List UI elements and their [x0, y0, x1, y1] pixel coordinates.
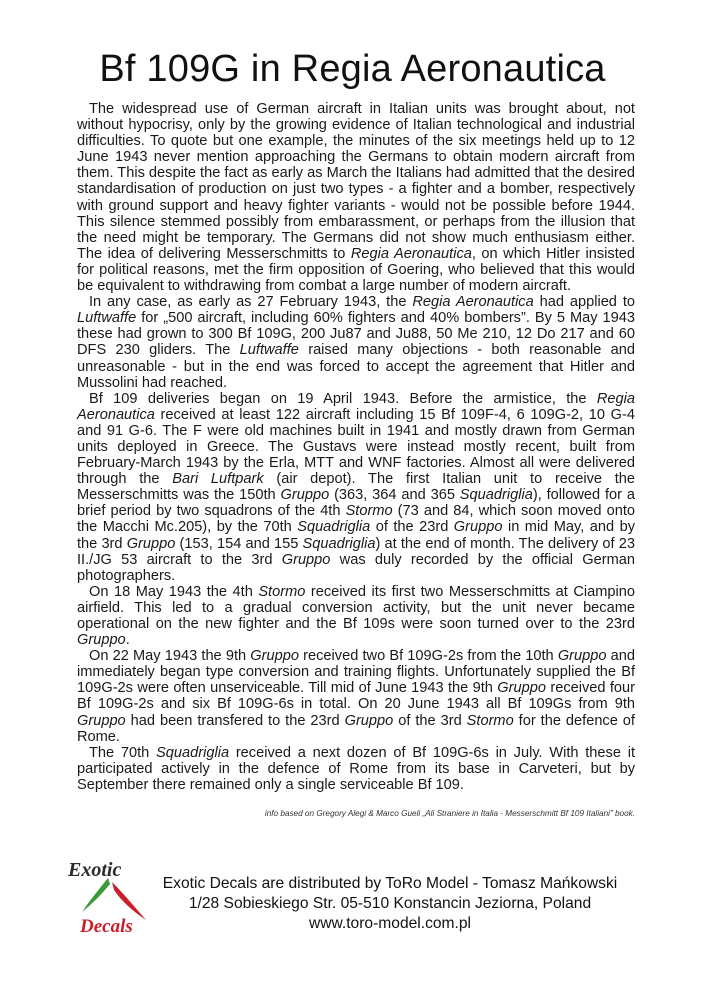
text-run: in mid May, and by the 3rd [77, 519, 636, 552]
source-credit: info based on Gregory Alegi & Marco Gueli „Ali Straniere in Italia - Messerschmitt Bf 109 Italiani” book. [264, 809, 635, 818]
italic-term: Squadriglia [302, 535, 376, 552]
italic-term: Stormo [345, 503, 393, 520]
text-run: had applied to [533, 294, 635, 311]
exotic-decals-logo [60, 848, 150, 938]
text-run: On 22 May 1943 the 9th [89, 648, 251, 665]
address-line: 1/28 Sobieskiego Str. 05-510 Konstancin Jeziorna, Poland [188, 895, 592, 912]
italic-term: Squadriglia [156, 744, 230, 761]
text-run: The widespread use of German aircraft in Italian units was brought about, not without hypocrisy, only by the growing evidence of Italian technological and industrial difficulties. To quote but one example, the minutes of the six meetings held up to 12 June 1943 never mention approaching the Germans to obtain modern aircraft from them. This despite the fact as early as March the Italians had admitted that the desired standardisation of production on just two types - a fighter and a bomber, respectively with ground support and heavy fighter variants - would not be possible before 1944. This silence stemmed possibly from embarassment, or perhaps from the illusion that the need might be temporary. The Germans did not show much enthusiasm either. The idea of delivering Messerschmitts to [77, 101, 635, 262]
text-run: for the defence of Rome. [77, 712, 635, 745]
text-run: On 18 May 1943 the 4th [89, 583, 259, 600]
text-run: (73 and 84, which soon moved onto the Macchi Mc.205), by the 70th [77, 503, 636, 536]
paragraph [77, 745, 635, 793]
italic-term: Gruppo [344, 712, 394, 729]
logo-green-swoosh [82, 878, 110, 912]
text-run: Bf 109 deliveries began on 19 April 1943. Before the armistice, the [89, 390, 597, 407]
text-run: , on which Hitler insisted for political reasons, met the firm opposition of Goering, who believed that this would be equivalent to withdrawing from combat a large number of modern aircraft. [77, 245, 636, 295]
italic-term: Bari Luftpark [172, 471, 264, 488]
italic-term: Gruppo [557, 648, 607, 665]
italic-term: Regia Aeronautica [350, 245, 472, 262]
italic-term: Gruppo [497, 680, 546, 697]
text-run: had been transfered to the 23rd [125, 712, 345, 729]
text-run: . [125, 632, 130, 649]
paragraph [77, 584, 635, 648]
text-run: (air depot). The first Italian unit to receive the Messerschmitts was the 150th [77, 471, 635, 504]
italic-term: Gruppo [77, 632, 126, 649]
italic-term: Regia Aeronautica [77, 390, 635, 423]
italic-term: Regia Aeronautica [412, 294, 534, 311]
distributor-line: Exotic Decals are distributed by ToRo Model - Tomasz Mańkowski [162, 875, 618, 892]
italic-term: Gruppo [281, 551, 331, 568]
text-run: received its first two Messerschmitts at Ciampino airfield. This led to a gradual conversion activity, but the unit never became operational on the new fighter and the Bf 109s were soon turned over to the 23rd [77, 583, 636, 632]
italic-term: Gruppo [280, 487, 330, 504]
text-run: received a next dozen of Bf 109G-6s in July. With these it participated actively in the defence of Rome from its base in Carveteri, but by September there remained only a single serviceable Bf 109. [77, 744, 635, 793]
text-run: of the 23rd [370, 519, 454, 536]
italic-term: Gruppo [250, 648, 299, 665]
paragraph [77, 648, 635, 745]
text-run: received four Bf 109G-2s and six Bf 109G-6s in total. On 20 June 1943 all Bf 109Gs from 9th [77, 680, 636, 713]
text-run: ), followed for a brief period by two squadrons of the 4th [77, 487, 635, 520]
paragraph [77, 391, 635, 584]
text-run: and immediately began type conversion and training flights. Unfortunately supplied the Bf 109G-2s were often unserviceable. Till mid of June 1943 the 9th [77, 648, 636, 697]
text-run: was duly recorded by the official German photographers. [77, 551, 635, 584]
italic-term: Squadriglia [459, 487, 533, 504]
page-title: Bf 109G in Regia Aeronautica [99, 48, 606, 90]
text-run: (363, 364 and 365 [329, 487, 460, 504]
italic-term: Gruppo [126, 535, 176, 552]
italic-term: Luftwaffe [239, 342, 299, 359]
text-run: ) at the end of month. The delivery of 23 II./JG 53 aircraft to the 3rd [77, 535, 635, 568]
text-run: received two Bf 109G-2s from the 10th [298, 648, 558, 665]
footer [0, 848, 705, 948]
text-run: of the 3rd [393, 712, 467, 729]
italic-term: Stormo [258, 583, 306, 600]
distributor-info [140, 874, 640, 934]
italic-term: Squadriglia [297, 519, 371, 536]
italic-term: Luftwaffe [77, 310, 137, 327]
text-run: received at least 122 aircraft including 15 Bf 109F-4, 6 109G-2, 10 G-4 and 91 G-6. The F were old machines built in 1941 and mostly drawn from German units deployed in Greece. The Gustavs were instead mostly recent, built from February-March 1943 by the Erla, MTT and WNF factories. Almost all were delivered through the [77, 406, 635, 488]
italic-term: Gruppo [453, 519, 503, 536]
text-run: for „500 aircraft, including 60% fighters and 40% bombers”. By 5 May 1943 these had grown to 300 Bf 109G, 200 Ju87 and Ju88, 50 Me 210, 12 Do 217 and 60 DFS 230 gliders. The [77, 310, 635, 359]
text-run: raised many objections - both reasonable and unreasonable - but in the end was forced to accept the agreement that Hitler and Mussolini had reached. [77, 342, 635, 391]
website-link[interactable]: www.toro-model.com.pl [308, 915, 472, 932]
italic-term: Stormo [466, 712, 514, 729]
text-run: The 70th [89, 744, 157, 761]
paragraph [77, 294, 635, 391]
logo-word-exotic: Exotic [68, 859, 122, 881]
text-run: (153, 154 and 155 [175, 535, 303, 552]
paragraph [77, 101, 635, 294]
italic-term: Gruppo [77, 712, 126, 729]
text-run: In any case, as early as 27 February 1943, the [89, 294, 413, 311]
article-body [77, 101, 635, 793]
logo-word-decals: Decals [80, 916, 133, 937]
